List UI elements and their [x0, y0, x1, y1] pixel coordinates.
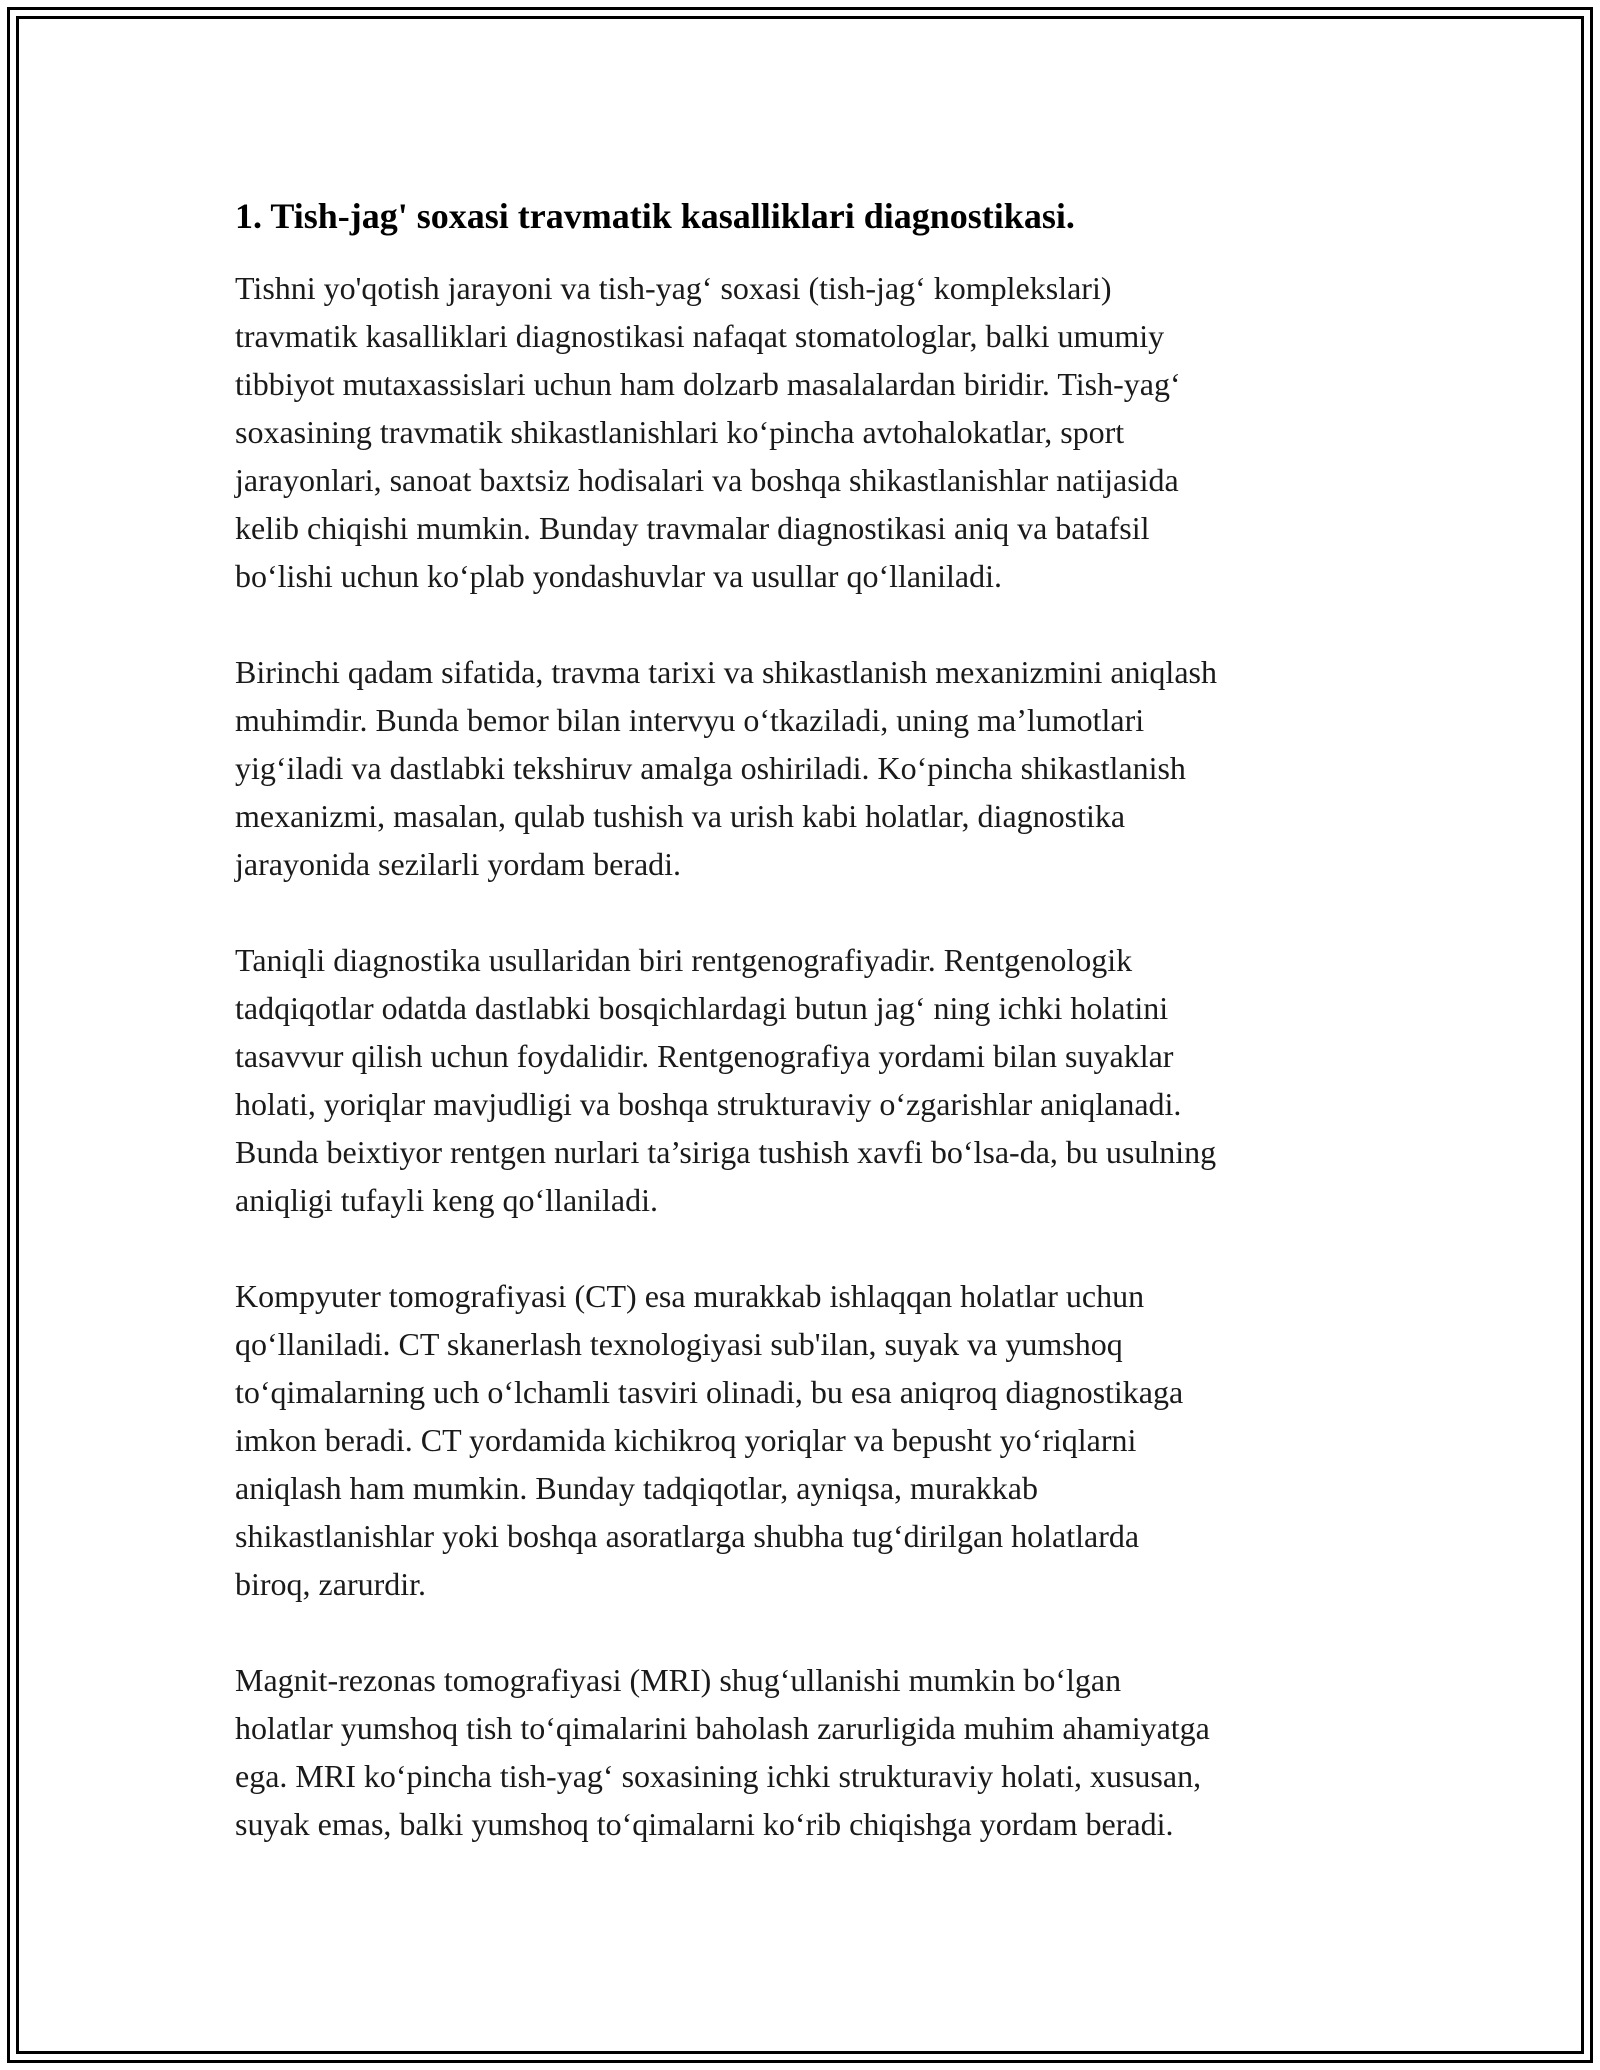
section-heading: 1. Tish-jag' soxasi travmatik kasalliklari diagnostikasi. — [235, 196, 1075, 236]
text-line: qo‘llaniladi. CT skanerlash texnologiyasi sub'ilan, suyak va yumshoq — [235, 1326, 1123, 1362]
text-line: holatlar yumshoq tish to‘qimalarini baholash zarurligida muhim ahamiyatga — [235, 1710, 1210, 1746]
text-line: suyak emas, balki yumshoq to‘qimalarni ko‘rib chiqishga yordam beradi. — [235, 1806, 1174, 1842]
text-line: aniqligi tufayli keng qo‘llaniladi. — [235, 1182, 659, 1218]
paragraph-mri — [235, 1656, 1370, 1848]
text-line: jarayonlari, sanoat baxtsiz hodisalari va boshqa shikastlanishlar natijasida — [235, 462, 1179, 498]
text-line: imkon beradi. CT yordamida kichikroq yoriqlar va bepusht yo‘riqlarni — [235, 1422, 1137, 1458]
text-line: ega. MRI ko‘pincha tish-yag‘ soxasining ichki strukturaviy holati, xususan, — [235, 1758, 1202, 1794]
text-line: tadqiqotlar odatda dastlabki bosqichlardagi butun jag‘ ning ichki holatini — [235, 990, 1169, 1026]
text-line: holati, yoriqlar mavjudligi va boshqa strukturaviy o‘zgarishlar aniqlanadi. — [235, 1086, 1182, 1122]
document-body — [235, 190, 1370, 1896]
text-line: Bunda beixtiyor rentgen nurlari ta’siriga tushish xavfi bo‘lsa-da, bu usulning — [235, 1134, 1217, 1170]
text-line: Kompyuter tomografiyasi (CT) esa murakkab ishlaqqan holatlar uchun — [235, 1278, 1145, 1314]
text-line: travmatik kasalliklari diagnostikasi nafaqat stomatologlar, balki umumiy — [235, 318, 1165, 354]
text-line: Birinchi qadam sifatida, travma tarixi va shikastlanish mexanizmini aniqlash — [235, 654, 1217, 690]
text-line: Taniqli diagnostika usullaridan biri rentgenografiyadir. Rentgenologik — [235, 942, 1133, 978]
text-line: aniqlash ham mumkin. Bunday tadqiqotlar, ayniqsa, murakkab — [235, 1470, 1038, 1506]
paragraph-radiography — [235, 936, 1370, 1224]
text-line: Tishni yo'qotish jarayoni va tish-yag‘ soxasi (tish-jag‘ komplekslari) — [235, 270, 1112, 306]
text-line: muhimdir. Bunda bemor bilan intervyu o‘tkaziladi, uning ma’lumotlari — [235, 702, 1145, 738]
text-line: to‘qimalarning uch o‘lchamli tasviri olinadi, bu esa aniqroq diagnostikaga — [235, 1374, 1184, 1410]
paragraph-intro — [235, 264, 1370, 600]
paragraph-ct — [235, 1272, 1370, 1608]
text-line: Magnit-rezonas tomografiyasi (MRI) shug‘ullanishi mumkin bo‘lgan — [235, 1662, 1122, 1698]
text-line: biroq, zarurdir. — [235, 1566, 427, 1602]
text-line: jarayonida sezilarli yordam beradi. — [235, 846, 682, 882]
text-line: bo‘lishi uchun ko‘plab yondashuvlar va usullar qo‘llaniladi. — [235, 558, 1002, 594]
text-line: kelib chiqishi mumkin. Bunday travmalar diagnostikasi aniq va batafsil — [235, 510, 1150, 546]
text-line: soxasining travmatik shikastlanishlari ko‘pincha avtohalokatlar, sport — [235, 414, 1125, 450]
text-line: tibbiyot mutaxassislari uchun ham dolzarb masalalardan biridir. Tish-yag‘ — [235, 366, 1181, 402]
text-line: tasavvur qilish uchun foydalidir. Rentgenografiya yordami bilan suyaklar — [235, 1038, 1174, 1074]
text-line: shikastlanishlar yoki boshqa asoratlarga shubha tug‘dirilgan holatlarda — [235, 1518, 1140, 1554]
text-line: yig‘iladi va dastlabki tekshiruv amalga oshiriladi. Ko‘pincha shikastlanish — [235, 750, 1186, 786]
text-line: mexanizmi, masalan, qulab tushish va urish kabi holatlar, diagnostika — [235, 798, 1126, 834]
paragraph-history — [235, 648, 1370, 888]
